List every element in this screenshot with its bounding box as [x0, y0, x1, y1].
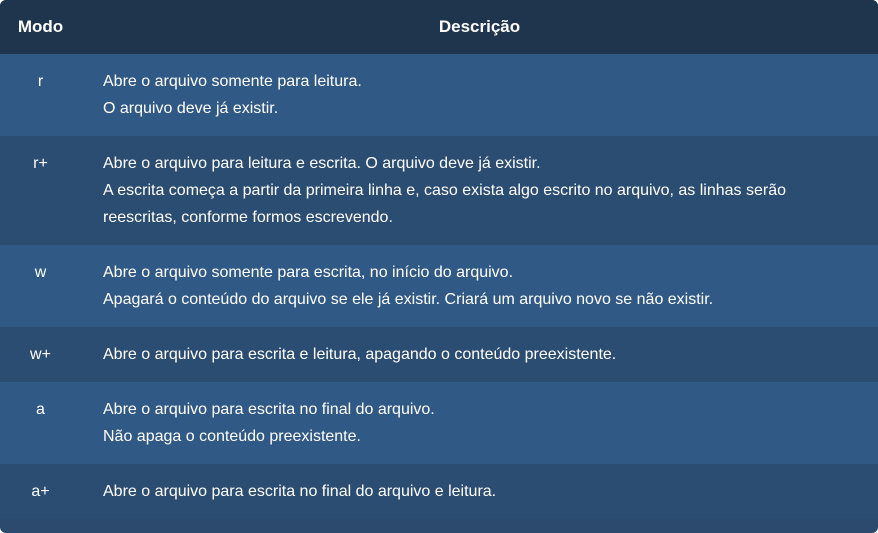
description-line: Abre o arquivo para escrita e leitura, apagando o conteúdo preexistente.	[103, 346, 617, 363]
mode-cell: r+	[33, 155, 48, 172]
header-mode: Modo	[17, 17, 64, 36]
description-line: Abre o arquivo para escrita no final do arquivo.	[103, 401, 435, 418]
description-line: A escrita começa a partir da primeira linha e, caso exista algo escrito no arquivo, as linhas serão reescritas, conforme formos escrevendo.	[103, 182, 787, 226]
description-cell	[81, 136, 878, 245]
description-line: Abre o arquivo para escrita no final do arquivo e leitura.	[103, 483, 497, 500]
description-cell	[81, 245, 878, 327]
description-cell	[81, 54, 878, 136]
description-cell	[81, 464, 878, 519]
description-line: Abre o arquivo somente para escrita, no início do arquivo.	[103, 264, 514, 281]
table-row	[0, 327, 878, 382]
mode-cell: w+	[30, 346, 51, 363]
mode-cell: a	[36, 401, 45, 418]
mode-cell: a+	[31, 483, 50, 500]
table-row	[0, 382, 878, 464]
description-line: Apagará o conteúdo do arquivo se ele já existir. Criará um arquivo novo se não existir.	[103, 291, 714, 308]
header-description: Descrição	[438, 17, 521, 36]
table-row	[0, 245, 878, 327]
table-row	[0, 136, 878, 245]
description-cell	[81, 382, 878, 464]
header-row	[0, 0, 878, 54]
description-line: O arquivo deve já existir.	[103, 100, 279, 117]
description-line: Abre o arquivo para leitura e escrita. O arquivo deve já existir.	[103, 155, 541, 172]
table-row	[0, 464, 878, 519]
description-line: Não apaga o conteúdo preexistente.	[103, 428, 361, 445]
description-cell	[81, 327, 878, 382]
table-header	[0, 0, 878, 54]
description-line: Abre o arquivo somente para leitura.	[103, 73, 362, 90]
table-body	[0, 54, 878, 519]
mode-cell: w	[34, 264, 47, 281]
mode-cell: r	[37, 73, 44, 90]
table-row	[0, 54, 878, 136]
